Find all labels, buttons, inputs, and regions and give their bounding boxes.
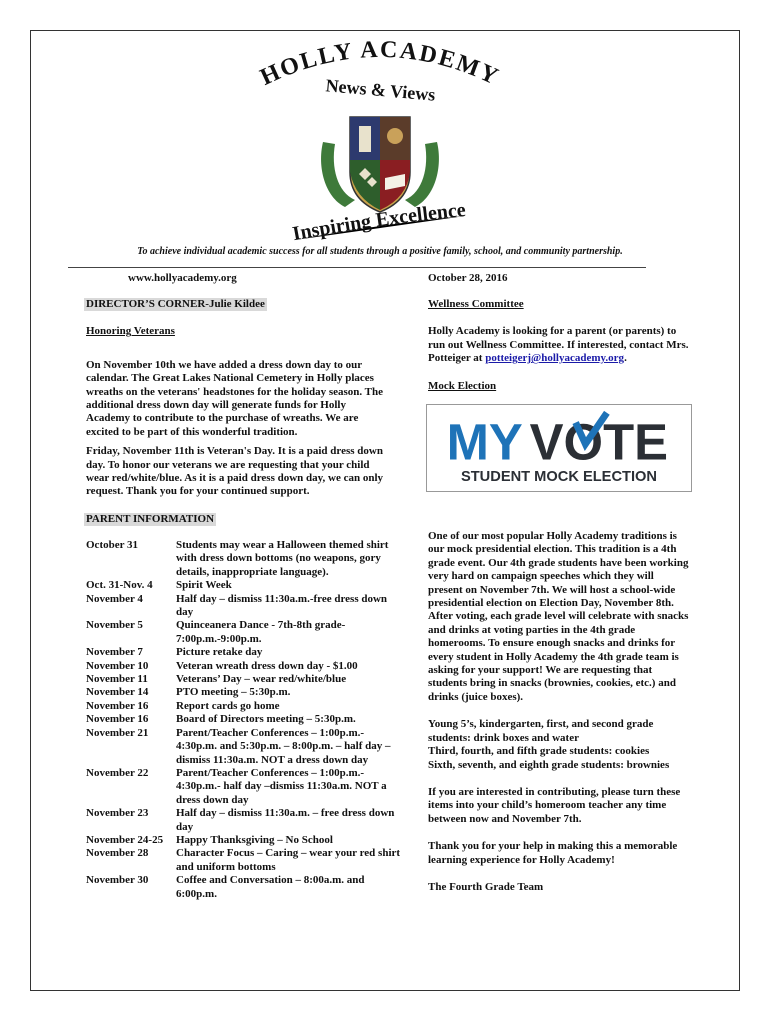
myvote-vote: VOTE	[529, 413, 668, 471]
mock-supply-young: Young 5’s, kindergarten, first, and second grade students: drink boxes and water	[428, 718, 654, 744]
event-text: Veterans’ Day – wear red/white/blue	[176, 673, 347, 686]
event-text: PTO meeting – 5:30p.m.	[176, 686, 291, 699]
wellness-paragraph	[428, 325, 690, 365]
event-row	[86, 593, 406, 620]
event-date: November 22	[86, 766, 149, 779]
directors-corner-heading: DIRECTOR’S CORNER-Julie Kildee	[86, 298, 265, 310]
event-date: November 28	[86, 847, 149, 860]
parent-info-heading: PARENT INFORMATION	[86, 512, 215, 525]
event-text: Board of Directors meeting – 5:30p.m.	[176, 713, 356, 726]
website-link[interactable]: www.hollyacademy.org	[128, 272, 237, 284]
event-row	[86, 767, 406, 807]
event-text: Half day – dismiss 11:30a.m.-free dress down day	[176, 592, 388, 619]
event-text: Parent/Teacher Conferences – 1:00p.m.- 4:30p.m.- half day –dismiss 11:30a.m. NOT a dress down day	[176, 766, 387, 806]
event-date: November 7	[86, 646, 143, 659]
veterans-paragraph-2: Friday, November 11th is Veteran's Day. It is a paid dress down day. To honor our veterans we are requesting that your child wear red/white/blue. As it is a paid dress down day, we can only request. Thank you for your continued support.	[86, 445, 384, 498]
wellness-end: .	[624, 352, 627, 365]
mock-election-body	[428, 530, 690, 894]
event-date: November 5	[86, 619, 143, 632]
veterans-heading: Honoring Veterans	[86, 325, 175, 338]
event-row	[86, 660, 406, 673]
header-divider	[68, 267, 646, 268]
mock-paragraph-1: One of our most popular Holly Academy traditions is our mock presidential election. This tradition is a 4th grade event. Our 4th grade students have been working very hard on campaign speeches which they will present on November 7th. We will host a school-wide presidential election on Election Day, November 8th. After voting, each grade level will celebrate with snacks and drinks at voting parties in the 4th grade homerooms. To ensure enough snacks and drinks for every student in Holly Academy the 4th grade team is asking for your support! We are requesting that students bring in snacks (brownies, cookies, etc.) and drinks (juice boxes).	[428, 530, 689, 703]
myvote-my: MY	[446, 413, 523, 471]
mock-paragraph-3: Thank you for your help in making this a memorable learning experience for Holly Academy!	[428, 840, 678, 866]
event-date: November 23	[86, 807, 149, 820]
event-text: Report cards go home	[176, 699, 280, 712]
events-list	[86, 539, 406, 901]
veterans-paragraph-1: On November 10th we have added a dress down day to our calendar. The Great Lakes National Cemetery in Holly places wreaths on the veterans' headstones for the holiday season. The additional dress down day will generate funds for Holly Academy to contribute to the purchase of wreaths. We are excited to be part of this wonderful tradition.	[86, 358, 384, 438]
wellness-heading: Wellness Committee	[428, 298, 524, 310]
mock-supply-upper: Sixth, seventh, and eighth grade students: brownies	[428, 758, 670, 771]
left-column	[86, 298, 392, 526]
issue-date: October 28, 2016	[428, 272, 508, 284]
masthead-name: HOLLY ACADEMY	[256, 38, 504, 91]
mission-statement: To achieve individual academic success for all students through a positive family, school, and community partnership.	[137, 246, 623, 257]
mock-supply-middle: Third, fourth, and fifth grade students: cookies	[428, 745, 650, 758]
event-row	[86, 713, 406, 726]
event-row	[86, 686, 406, 699]
event-row	[86, 673, 406, 686]
event-text: Picture retake day	[176, 646, 263, 659]
event-text: Parent/Teacher Conferences – 1:00p.m.- 4:30p.m. and 5:30p.m. – 8:00p.m. – half day –dismiss 11:30a.m. NOT a dress down day	[176, 726, 391, 766]
wellness-text: Holly Academy is looking for a parent (or parents) to run out Wellness Committee. If interested, contact Mrs. Potteiger at	[428, 325, 689, 365]
masthead-subtitle: News & Views	[324, 75, 437, 105]
event-date: November 11	[86, 673, 148, 686]
mock-election-heading: Mock Election	[428, 379, 497, 392]
event-date: November 14	[86, 686, 149, 699]
event-date: November 24-25	[86, 833, 164, 846]
event-row	[86, 847, 406, 874]
right-column	[428, 298, 690, 393]
myvote-banner	[426, 404, 692, 492]
signoff: The Fourth Grade Team	[428, 880, 544, 893]
event-date: Oct. 31-Nov. 4	[86, 579, 153, 592]
event-row	[86, 727, 406, 767]
event-date: November 21	[86, 726, 149, 739]
event-row	[86, 539, 406, 579]
event-row	[86, 807, 406, 834]
tagline-text: Inspiring Excellence	[290, 206, 467, 246]
event-row	[86, 646, 406, 659]
event-row	[86, 619, 406, 646]
event-text: Veteran wreath dress down day - $1.00	[176, 659, 358, 672]
event-text: Coffee and Conversation – 8:00a.m. and 6:00p.m.	[176, 874, 365, 900]
event-text: Happy Thanksgiving – No School	[176, 833, 333, 846]
event-date: November 10	[86, 659, 149, 672]
event-date: November 4	[86, 592, 143, 605]
event-date: November 30	[86, 874, 149, 887]
event-text: Character Focus – Caring – wear your red shirt and uniform bottoms	[176, 847, 401, 873]
school-crest-logo	[315, 112, 445, 217]
event-text: Half day – dismiss 11:30a.m. – free dress down day	[176, 807, 395, 833]
event-date: November 16	[86, 713, 149, 726]
event-text: Spirit Week	[176, 579, 232, 592]
event-text: Quinceanera Dance - 7th-8th grade- 7:00p.m.-9:00p.m.	[176, 619, 346, 645]
event-date: November 16	[86, 699, 149, 712]
myvote-subtitle: STUDENT MOCK ELECTION	[460, 469, 658, 486]
event-row	[86, 700, 406, 713]
tagline-logo	[290, 206, 470, 246]
event-date: October 31	[86, 539, 139, 551]
mock-paragraph-2: If you are interested in contributing, please turn these items into your child’s homeroom teacher any time between now and November 7th.	[428, 785, 681, 825]
event-row	[86, 579, 406, 592]
event-row	[86, 874, 406, 901]
event-row	[86, 834, 406, 847]
svg-text:Inspiring Excellence	[291, 206, 467, 245]
wellness-email-link[interactable]: potteigerj@hollyacademy.org	[485, 352, 625, 365]
event-text: Students may wear a Halloween themed shirt with dress down bottoms (no weapons, gory details, inappropriate language).	[176, 539, 389, 578]
